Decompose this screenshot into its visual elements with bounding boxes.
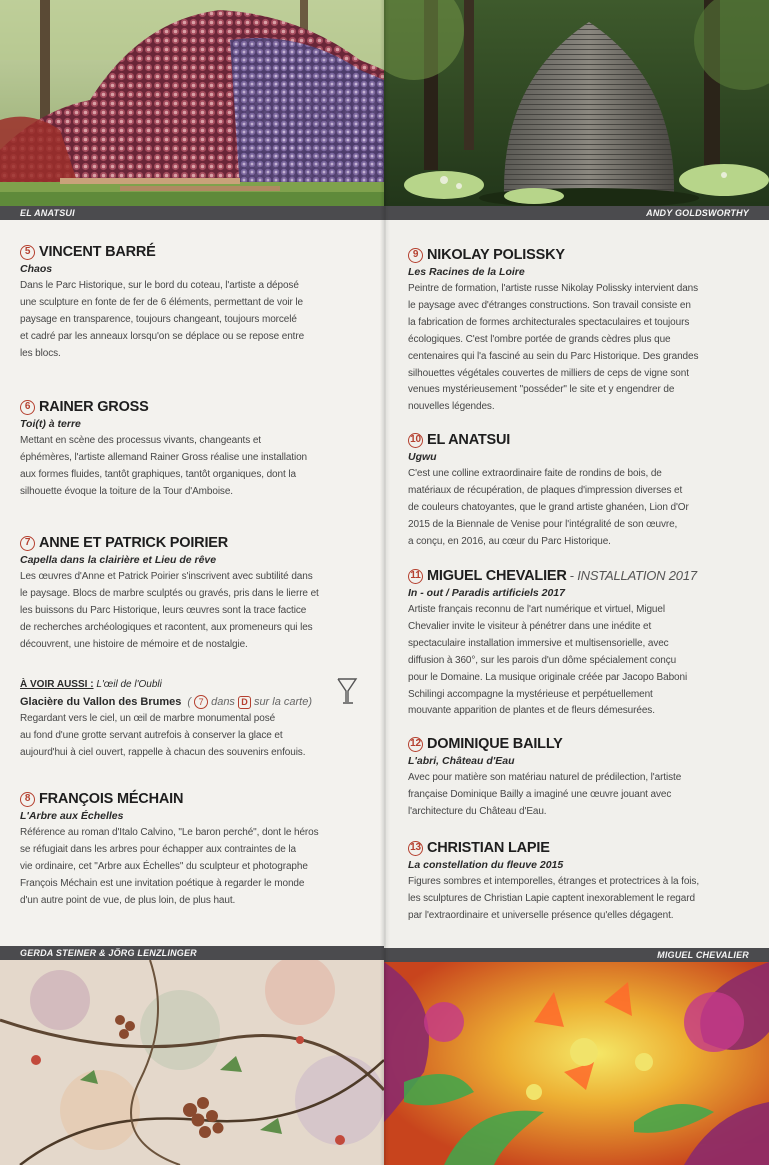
text-line: C'est une colline extraordinaire faite de rondins de bois, de <box>408 468 662 479</box>
caption-el-anatsui: EL ANATSUI <box>20 208 75 218</box>
entry-text <box>20 278 358 363</box>
entry-text <box>408 770 748 821</box>
entry-rainer-gross <box>20 398 358 501</box>
text-line: le paysage. Blocs de marbre sculptés ou gravés, pris dans le lierre et <box>20 587 319 599</box>
voir-aussi-place: Glacière du Vallon des Brumes <box>20 696 182 708</box>
entry-anne-patrick-poirier <box>20 534 358 654</box>
entry-title <box>408 735 748 753</box>
work-title: In - out / Paradis artificiels 2017 <box>408 587 565 599</box>
text-line: spectaculaire installation immersive et multisensorielle, avec <box>408 637 669 649</box>
entry-title <box>20 243 358 261</box>
text-line: Chevalier invite le visiteur à pénétrer dans une inédite et <box>408 620 652 632</box>
text-line: éphémères, l'artiste allemand Rainer Gross réalise une installation <box>20 451 308 463</box>
text-line: écologiques. C'est l'ombre portée de grands cèdres plus que <box>408 333 671 345</box>
photo-miguel-chevalier <box>384 962 769 1165</box>
entry-title <box>408 431 748 449</box>
entry-title <box>20 790 358 808</box>
entry-title <box>408 567 748 585</box>
photo-andy-goldsworthy <box>384 0 769 206</box>
voir-aussi-label: À VOIR AUSSI : <box>20 679 94 690</box>
right-page <box>384 0 769 1165</box>
glass-icon <box>335 676 359 706</box>
text-line: paysage en transparence, toujours changeant, toujours morcelé <box>20 313 297 325</box>
page-fold <box>380 0 390 1165</box>
text-line: l'architecture du Château d'Eau. <box>408 805 547 817</box>
caption-miguel-chevalier: MIGUEL CHEVALIER <box>657 950 749 960</box>
entry-text <box>408 874 748 925</box>
text-line: silhouettes végétales couvertes de milliers de ceps de vigne sont <box>408 367 689 379</box>
number-badge: 7 <box>20 536 35 551</box>
entry-francois-mechain <box>20 790 358 910</box>
text-line: Les œuvres d'Anne et Patrick Poirier s'inscrivent avec subtilité dans <box>20 571 313 582</box>
artist-name: DOMINIQUE BAILLY <box>427 736 563 752</box>
entry-vincent-barre <box>20 243 358 363</box>
entry-text <box>20 569 358 654</box>
ref-dans: dans <box>211 696 235 708</box>
entry-text <box>20 825 358 910</box>
artist-name: VINCENT BARRÉ <box>39 244 156 260</box>
text-line: matériaux de récupération, de plaques d'impression diverses et <box>408 484 683 496</box>
caption-band-bottom-left <box>0 946 384 960</box>
text-line: venues mystérieusement "posséder" le site et y engendrer de <box>408 384 675 396</box>
artist-name: EL ANATSUI <box>427 432 511 448</box>
text-line: Avec pour matière son matériau naturel de prédilection, l'artiste <box>408 772 682 783</box>
text-line: et cadré par les anneaux lorsqu'on se déplace ou se repose entre <box>20 330 305 342</box>
work-title: Capella dans la clairière et Lieu de rêve <box>20 554 217 566</box>
text-line: Artiste français reconnu de l'art numérique et virtuel, Miguel <box>408 604 665 615</box>
text-line: découvrent, une histoire de mémoire et de nostalgie. <box>20 638 248 650</box>
installation-suffix: - INSTALLATION 2017 <box>569 568 697 583</box>
entry-nikolay-polissky <box>408 246 748 416</box>
photo-el-anatsui <box>0 0 384 206</box>
text-line: de couleurs chatoyantes, que le grand artiste ghanéen, Lion d'Or <box>408 501 689 513</box>
text-line: par l'extraordinaire et universelle présence qu'elles dégagent. <box>408 909 674 921</box>
map-reference <box>187 693 312 711</box>
entry-text <box>20 433 358 501</box>
entry-title <box>408 839 748 857</box>
caption-band-bottom-right <box>384 948 769 962</box>
text-line: Dans le Parc Historique, sur le bord du coteau, l'artiste a déposé <box>20 280 299 291</box>
caption-band-top-left <box>0 206 384 220</box>
number-badge: 6 <box>20 400 35 415</box>
text-line: française Dominique Bailly a imaginé une œuvre jouant avec <box>408 788 672 800</box>
text-line: aujourd'hui à ciel ouvert, rappelle à chacun des souvenirs enfouis. <box>20 746 306 758</box>
work-title: L'Arbre aux Échelles <box>20 810 124 822</box>
photo-gerda-steiner <box>0 960 384 1165</box>
artist-name: ANNE ET PATRICK POIRIER <box>39 535 229 551</box>
entry-title <box>20 398 358 416</box>
text-line: la fabrication de formes architecturales spectaculaires et toujours <box>408 316 690 328</box>
entry-title <box>408 246 748 264</box>
entry-el-anatsui <box>408 431 748 551</box>
artist-name: CHRISTIAN LAPIE <box>427 840 550 856</box>
text-line: Mettant en scène des processus vivants, changeants et <box>20 435 261 446</box>
work-title: La constellation du fleuve 2015 <box>408 859 564 871</box>
ref-letter-badge: D <box>238 696 251 709</box>
text-line: les sculptures de Christian Lapie captent inexorablement le regard <box>408 892 695 904</box>
work-title: Ugwu <box>408 451 437 463</box>
entry-text <box>408 281 748 416</box>
number-badge: 5 <box>20 245 35 260</box>
text-line: nouvelles légendes. <box>408 401 495 413</box>
text-line: une sculpture en fonte de fer de 6 éléments, permettant de voir le <box>20 296 304 308</box>
text-line: les buissons du Parc Historique, leurs œuvres sont la trace factice <box>20 604 307 616</box>
artist-name: FRANÇOIS MÉCHAIN <box>39 791 184 807</box>
number-badge: 11 <box>408 569 423 584</box>
text-line: pour le Domaine. La musique originale créée par Jacopo Baboni <box>408 671 688 683</box>
text-line: 2015 de la Biennale de Venise pour l'intégralité de son œuvre, <box>408 518 678 530</box>
artist-name: RAINER GROSS <box>39 399 149 415</box>
work-title: L'abri, Château d'Eau <box>408 755 515 767</box>
work-title: Toi(t) à terre <box>20 418 81 430</box>
text-line: silhouette évoque la toiture de la Tour d'Amboise. <box>20 485 233 497</box>
text-line: Peintre de formation, l'artiste russe Nikolay Polissky intervient dans <box>408 283 699 294</box>
voir-aussi-subtitle: L'œil de l'Oubli <box>96 679 162 690</box>
text-line: Référence au roman d'Italo Calvino, "Le baron perché", dont le héros <box>20 827 319 838</box>
entry-dominique-bailly <box>408 735 748 821</box>
artist-name: NIKOLAY POLISSKY <box>427 247 565 263</box>
text-line: centenaires qui l'a fasciné au sein du Parc Historique. Des grandes <box>408 350 699 362</box>
voir-aussi-block <box>20 676 358 762</box>
voir-aussi-text <box>20 711 358 762</box>
voir-aussi-header <box>20 676 358 693</box>
ref-number-badge: 7 <box>194 695 208 709</box>
caption-band-top-right <box>384 206 769 220</box>
text-line: Regardant vers le ciel, un œil de marbre monumental posé <box>20 713 276 724</box>
number-badge: 10 <box>408 433 423 448</box>
left-page <box>0 0 384 1165</box>
number-badge: 13 <box>408 841 423 856</box>
text-line: mouvante apparition de plantes et de fleurs démesurées. <box>408 705 655 717</box>
text-line: se réfugiait dans les arbres pour échapper aux contraintes de la <box>20 843 296 855</box>
voir-aussi-place-line <box>20 693 358 711</box>
caption-gerda-steiner: GERDA STEINER & JÖRG LENZLINGER <box>20 948 197 958</box>
text-line: a conçu, en 2016, au cœur du Parc Historique. <box>408 535 611 547</box>
artist-name: MIGUEL CHEVALIER <box>427 568 567 584</box>
caption-andy-goldsworthy: ANDY GOLDSWORTHY <box>646 208 749 218</box>
text-line: d'un autre point de vue, de plus loin, de plus haut. <box>20 894 236 906</box>
entry-miguel-chevalier <box>408 567 748 720</box>
text-line: Schilingi accompagne la mystérieuse et perpétuellement <box>408 688 653 700</box>
entry-text <box>408 466 748 551</box>
text-line: le paysage avec d'étranges constructions. Son travail consiste en <box>408 299 691 311</box>
entry-text <box>408 602 748 720</box>
number-badge: 12 <box>408 737 423 752</box>
work-title: Les Racines de la Loire <box>408 266 525 278</box>
text-line: François Méchain est une invitation poétique à regarder le monde <box>20 877 305 889</box>
text-line: au fond d'une grotte servant autrefois à conserver la glace et <box>20 729 283 741</box>
number-badge: 9 <box>408 248 423 263</box>
text-line: de recherches archéologiques et racontent, aux promeneurs qui les <box>20 621 313 633</box>
text-line: diffusion à 360°, sur les parois d'un dôme spécialement conçu <box>408 654 677 666</box>
entry-title <box>20 534 358 552</box>
text-line: les blocs. <box>20 347 61 359</box>
number-badge: 8 <box>20 792 35 807</box>
entry-christian-lapie <box>408 839 748 925</box>
text-line: vie ordinaire, cet "Arbre aux Échelles" du sculpteur et photographe <box>20 860 308 872</box>
text-line: aux formes fluides, tantôt graphiques, tantôt organiques, dont la <box>20 468 296 480</box>
ref-paren: ( <box>187 696 192 708</box>
text-line: Figures sombres et intemporelles, étranges et protectrices à la fois, <box>408 876 700 887</box>
ref-tail: sur la carte) <box>253 696 313 708</box>
work-title: Chaos <box>20 263 53 275</box>
